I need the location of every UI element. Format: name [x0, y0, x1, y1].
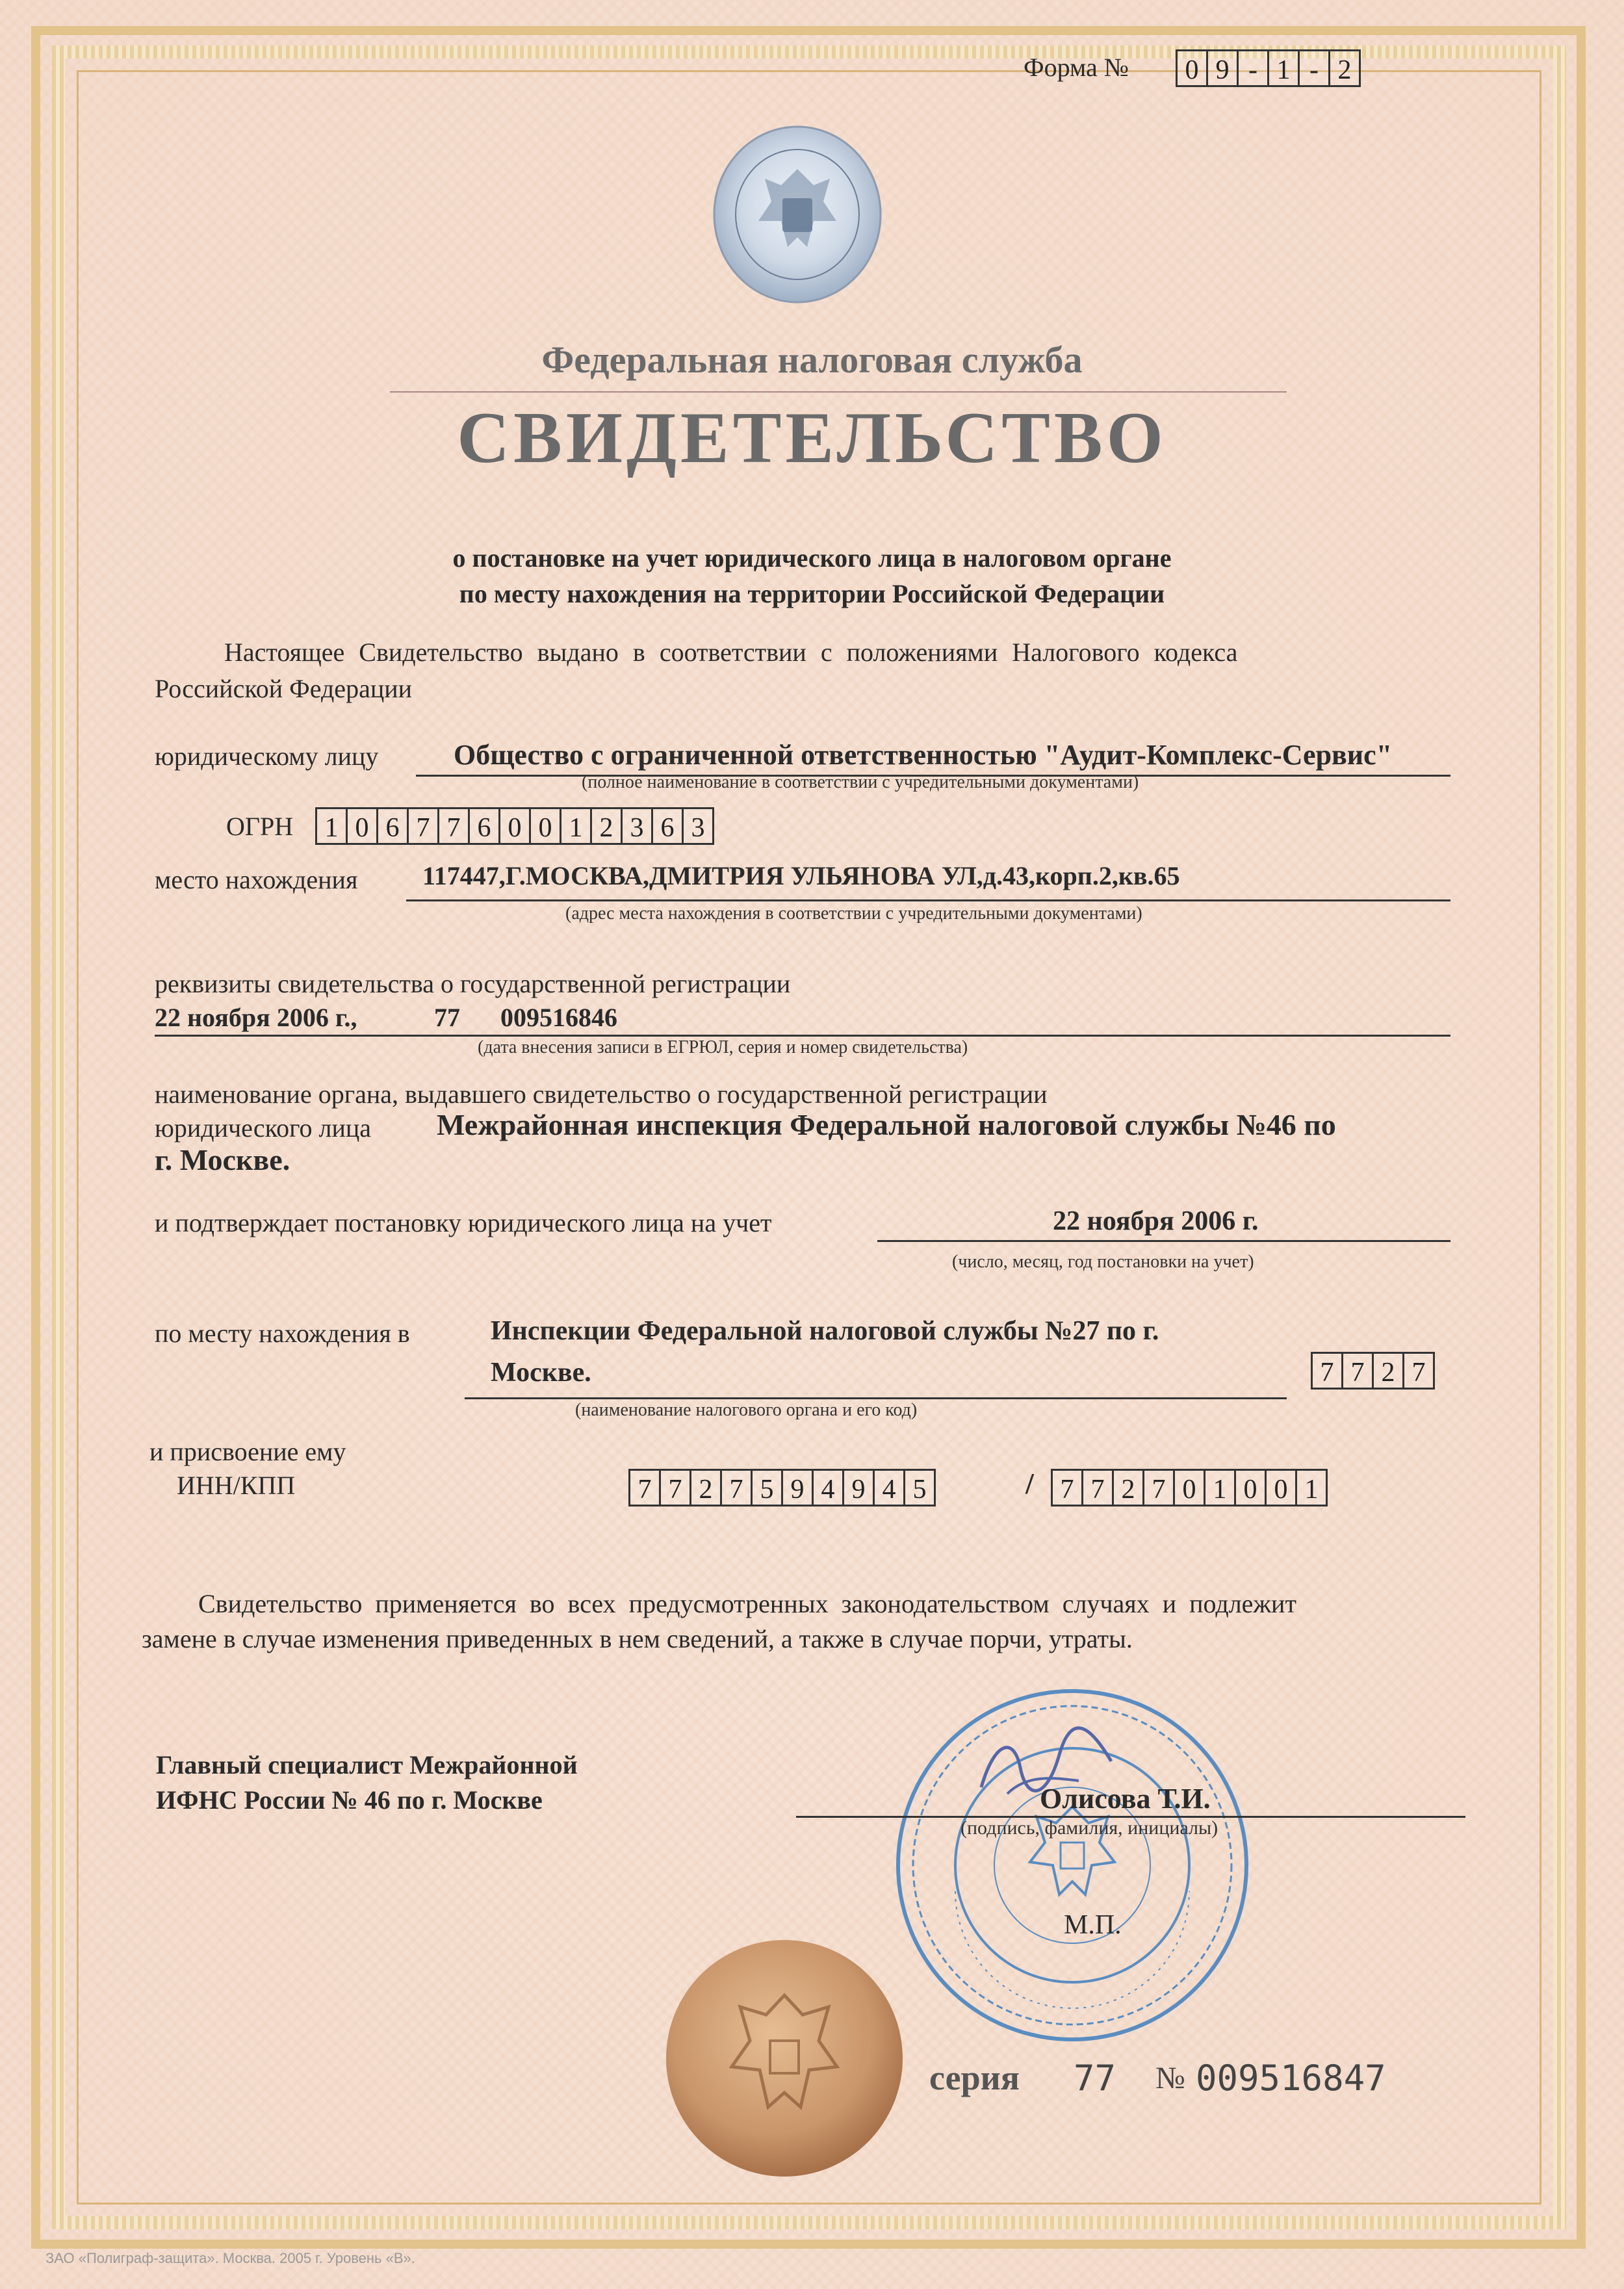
tax-office-code-digit: 7	[1341, 1352, 1374, 1390]
serial-number: 009516847	[1196, 2058, 1386, 2099]
inn-digit: 4	[812, 1469, 844, 1507]
registration-number: 009516846	[500, 1003, 617, 1032]
intro-line-2: Российской Федерации	[155, 674, 413, 703]
tax-office-caption: (наименование налогового органа и его код)	[575, 1400, 918, 1420]
issuer-value-1: Межрайонная инспекция Федеральной налоговой службы №46 по	[437, 1108, 1336, 1141]
form-number-digit: 2	[1328, 49, 1361, 87]
inn-digit: 7	[628, 1469, 661, 1507]
inn-kpp-label-1: и присвоение ему	[149, 1437, 346, 1466]
gold-seal-icon	[663, 1937, 907, 2180]
form-label: Форма №	[1024, 53, 1129, 82]
kpp-digit: 1	[1295, 1469, 1328, 1507]
registration-date: 22 ноября 2006 г.,	[155, 1003, 357, 1032]
address-label: место нахождения	[155, 865, 358, 894]
ogrn-digit: 2	[590, 807, 623, 845]
registration-underline	[155, 1035, 1450, 1037]
form-number-digit: 0	[1176, 49, 1208, 87]
inn-kpp-slash: /	[1025, 1467, 1034, 1500]
printer-imprint: ЗАО «Полиграф-защита». Москва. 2005 г. Уровень «В».	[45, 2250, 415, 2266]
kpp-digit: 7	[1081, 1469, 1114, 1507]
tax-office-code-boxes	[1313, 1352, 1435, 1390]
confirm-label: и подтверждает постановку юридического лица на учет	[155, 1208, 772, 1237]
tax-office-code-digit: 7	[1402, 1352, 1435, 1390]
ogrn-digit: 0	[346, 807, 378, 845]
ogrn-digit: 3	[682, 807, 714, 845]
kpp-digit: 0	[1234, 1469, 1267, 1507]
entity-label: юридическому лицу	[155, 742, 379, 771]
inn-digit: 5	[751, 1469, 783, 1507]
ogrn-digit: 1	[315, 807, 348, 845]
form-number-digit: 9	[1206, 49, 1239, 87]
issuer-label-2: юридического лица	[155, 1113, 372, 1143]
inn-digit: 7	[720, 1469, 753, 1507]
serial-series: 77	[1074, 2058, 1116, 2099]
subtitle-line-1: о постановке на учет юридического лица в налоговом органе	[452, 543, 1172, 573]
registration-series: 77	[434, 1003, 460, 1032]
kpp-digit: 2	[1112, 1469, 1144, 1507]
entity-value: Общество с ограниченной ответственностью "Аудит-Комплекс-Сервис"	[454, 739, 1393, 771]
document-title: СВИДЕТЕЛЬСТВО	[457, 398, 1167, 478]
tax-office-label: по месту нахождения в	[155, 1319, 410, 1348]
ogrn-digit: 6	[651, 807, 684, 845]
validity-line-2: замене в случае изменения приведенных в нем сведений, а также в случае порчи, утраты.	[142, 1624, 1133, 1653]
kpp-digit: 7	[1142, 1469, 1175, 1507]
inn-kpp-label-2: ИНН/КПП	[177, 1471, 296, 1500]
address-value: 117447,Г.МОСКВА,ДМИТРИЯ УЛЬЯНОВА УЛ,д.43,корп.2,кв.65	[422, 861, 1180, 890]
confirm-caption: (число, месяц, год постановки на учет)	[952, 1252, 1254, 1272]
confirm-value: 22 ноября 2006 г.	[1053, 1206, 1259, 1236]
address-underline	[406, 899, 1450, 901]
serial-number-prefix: №	[1155, 2061, 1185, 2095]
inn-boxes	[630, 1469, 936, 1507]
agency-name: Федеральная налоговая служба	[541, 339, 1083, 381]
ogrn-digit: 7	[407, 807, 439, 845]
inn-digit: 9	[842, 1469, 875, 1507]
subtitle-line-2: по месту нахождения на территории Российской Федерации	[459, 579, 1165, 608]
serial-label: серия	[929, 2058, 1020, 2097]
inn-digit: 4	[873, 1469, 905, 1507]
registration-label: реквизиты свидетельства о государственной регистрации	[155, 969, 791, 998]
fns-emblem-icon	[710, 123, 885, 305]
kpp-digit: 7	[1051, 1469, 1083, 1507]
ogrn-digit: 0	[498, 807, 531, 845]
address-caption: (адрес места нахождения в соответствии с учредительными документами)	[565, 903, 1142, 924]
confirm-underline	[877, 1240, 1450, 1242]
inn-digit: 2	[690, 1469, 722, 1507]
validity-line-1: Свидетельство применяется во всех предусмотренных законодательством случаях и подлежит	[198, 1589, 1296, 1618]
tax-office-value-2: Москве.	[491, 1358, 591, 1388]
mp-label: М.П.	[1064, 1910, 1122, 1940]
intro-line-1: Настоящее Свидетельство выдано в соответствии с положениями Налогового кодекса	[224, 638, 1238, 667]
ogrn-digit: 6	[376, 807, 409, 845]
ogrn-label: ОГРН	[226, 812, 294, 841]
signatory-position-2: ИФНС России № 46 по г. Москве	[156, 1785, 543, 1815]
tax-office-code-digit: 2	[1372, 1352, 1404, 1390]
ogrn-boxes	[317, 807, 714, 845]
ogrn-digit: 6	[468, 807, 500, 845]
kpp-digit: 0	[1173, 1469, 1205, 1507]
signatory-name: Олисова Т.И.	[1040, 1783, 1211, 1815]
registration-caption: (дата внесения записи в ЕГРЮЛ, серия и номер свидетельства)	[478, 1037, 968, 1057]
issuer-value-2: г. Москве.	[155, 1143, 290, 1176]
ogrn-digit: 0	[529, 807, 561, 845]
tax-office-underline	[465, 1397, 1287, 1399]
kpp-boxes	[1053, 1469, 1328, 1507]
form-number-boxes	[1178, 49, 1361, 87]
signature-caption: (подпись, фамилия, инициалы)	[960, 1817, 1218, 1839]
agency-underline	[390, 391, 1287, 393]
inn-digit: 9	[781, 1469, 814, 1507]
form-number-digit: 1	[1267, 49, 1300, 87]
kpp-digit: 1	[1204, 1469, 1236, 1507]
form-number-digit: -	[1237, 49, 1269, 87]
ogrn-digit: 1	[560, 807, 592, 845]
tax-office-value-1: Инспекции Федеральной налоговой службы №27 по г.	[491, 1316, 1159, 1346]
entity-caption: (полное наименование в соответствии с учредительными документами)	[582, 772, 1139, 792]
ogrn-digit: 7	[437, 807, 470, 845]
form-number-digit: -	[1298, 49, 1330, 87]
kpp-digit: 0	[1265, 1469, 1297, 1507]
inn-digit: 5	[903, 1469, 936, 1507]
signatory-position-1: Главный специалист Межрайонной	[156, 1750, 578, 1779]
inn-digit: 7	[659, 1469, 691, 1507]
tax-office-code-digit: 7	[1311, 1352, 1343, 1390]
issuer-label-1: наименование органа, выдавшего свидетельство о государственной регистрации	[155, 1080, 1048, 1109]
ogrn-digit: 3	[621, 807, 653, 845]
